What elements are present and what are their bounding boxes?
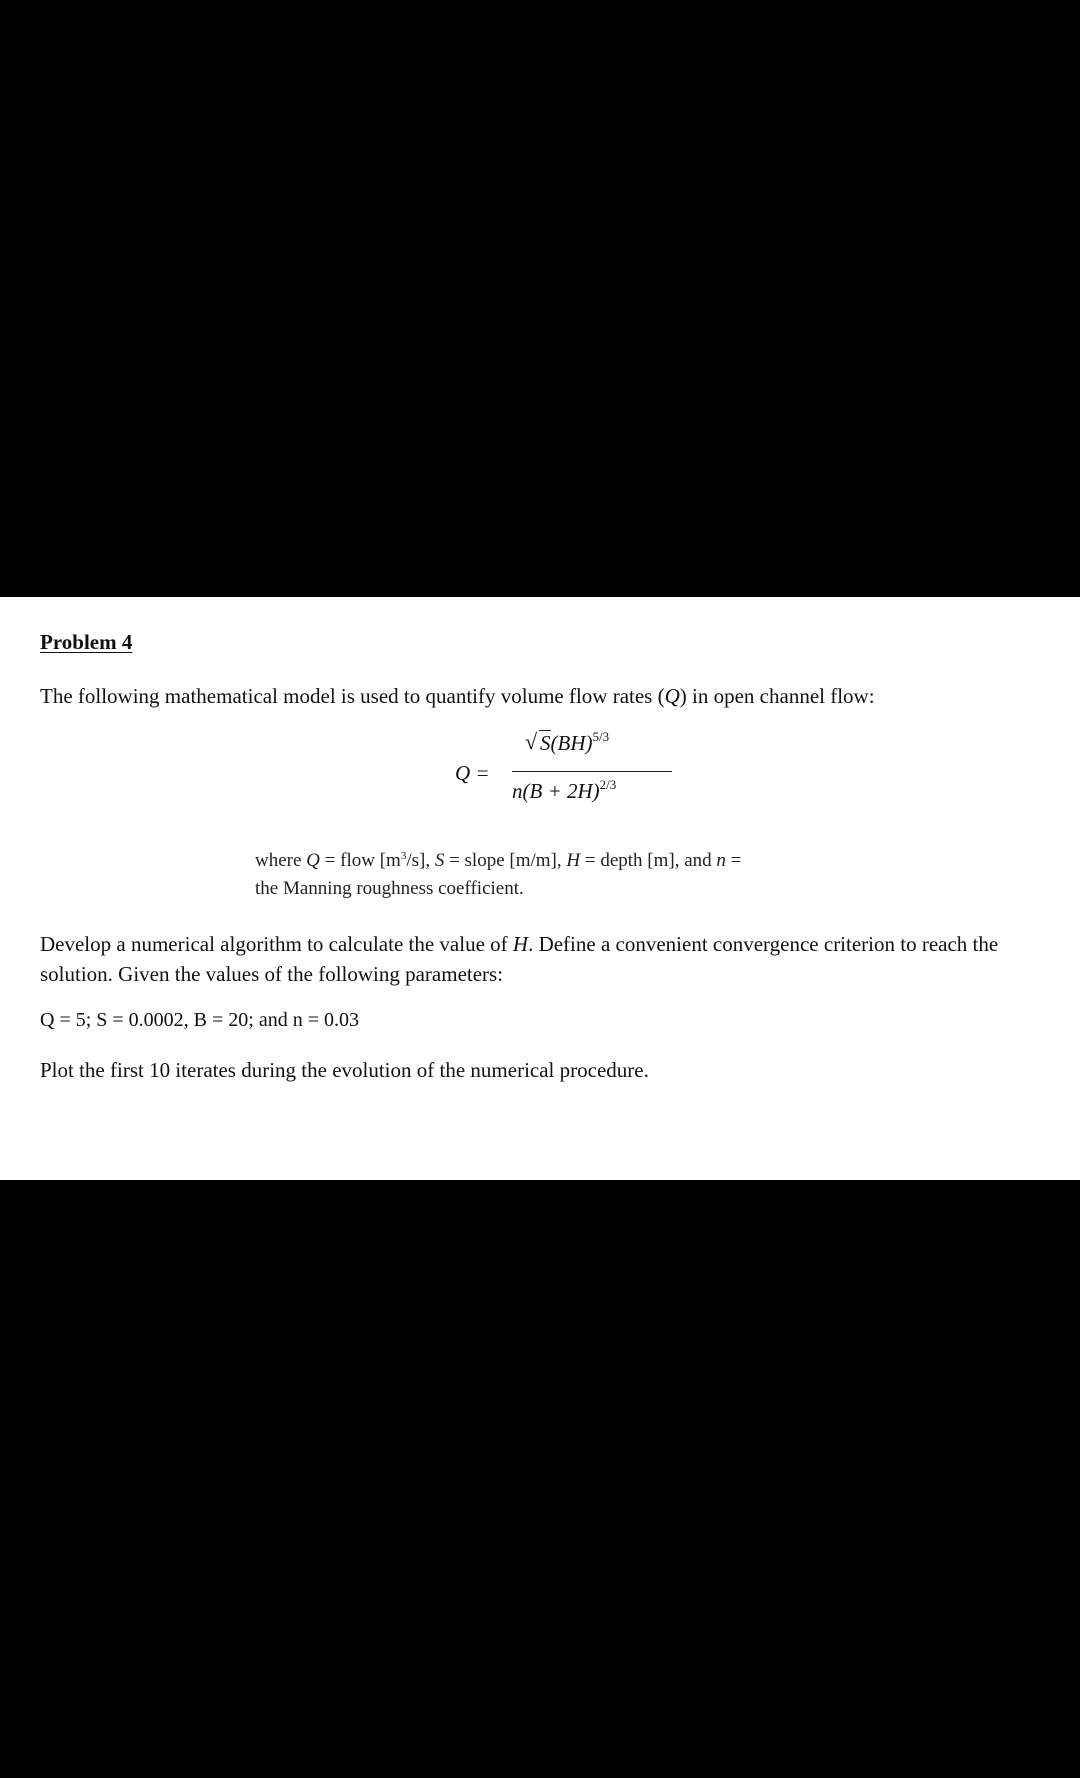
- formula-num-rest: (BH): [550, 731, 593, 755]
- where-text: = depth [m], and: [580, 850, 717, 871]
- formula-den-exponent: 2/3: [599, 777, 617, 792]
- where-text: = flow [m: [319, 850, 401, 871]
- develop-var-h: H: [512, 932, 529, 956]
- intro-tail: ) in open channel flow:: [679, 684, 875, 708]
- formula-den-base: n(B + 2H): [512, 779, 600, 803]
- where-var-s: S: [434, 850, 445, 871]
- parameter-values: Q = 5; S = 0.0002, B = 20; and n = 0.03: [40, 1009, 360, 1031]
- where-superscript: 3: [400, 850, 407, 862]
- manning-formula: [455, 727, 695, 817]
- where-var-q: Q: [306, 850, 320, 871]
- fraction-bar: [512, 771, 672, 772]
- where-var-n: n: [716, 850, 726, 871]
- formula-radicand: S: [540, 731, 551, 755]
- develop-paragraph: [40, 929, 1050, 989]
- intro-text: The following mathematical model is used to quantify volume flow rates (: [40, 684, 665, 708]
- problem-heading: Problem 4: [40, 630, 133, 654]
- formula-lhs: Q =: [455, 761, 490, 785]
- sqrt-symbol: √ S: [525, 729, 551, 755]
- develop-text: Develop a numerical algorithm to calculate the value of: [40, 932, 513, 956]
- where-text: /s],: [406, 850, 435, 871]
- where-text: =: [725, 850, 742, 871]
- plot-instruction: Plot the first 10 iterates during the evolution of the numerical procedure.: [40, 1058, 649, 1082]
- where-line-2: the Manning roughness coefficient.: [255, 878, 524, 899]
- problem-sheet: [0, 597, 1080, 1180]
- develop-text: . Define a convenient convergence criterion to reach the solution. Given the values of the following parameters:: [40, 932, 999, 986]
- formula-numerator: [525, 731, 609, 756]
- variable-definitions: [255, 847, 975, 903]
- where-line-1: [255, 847, 975, 875]
- where-text: = slope [m/m],: [444, 850, 567, 871]
- where-var-h: H: [566, 850, 581, 871]
- intro-variable: Q: [664, 684, 680, 708]
- intro-sentence: [40, 684, 875, 709]
- where-text: where: [255, 850, 307, 871]
- formula-denominator: [512, 779, 616, 804]
- formula-num-exponent: 5/3: [592, 729, 610, 744]
